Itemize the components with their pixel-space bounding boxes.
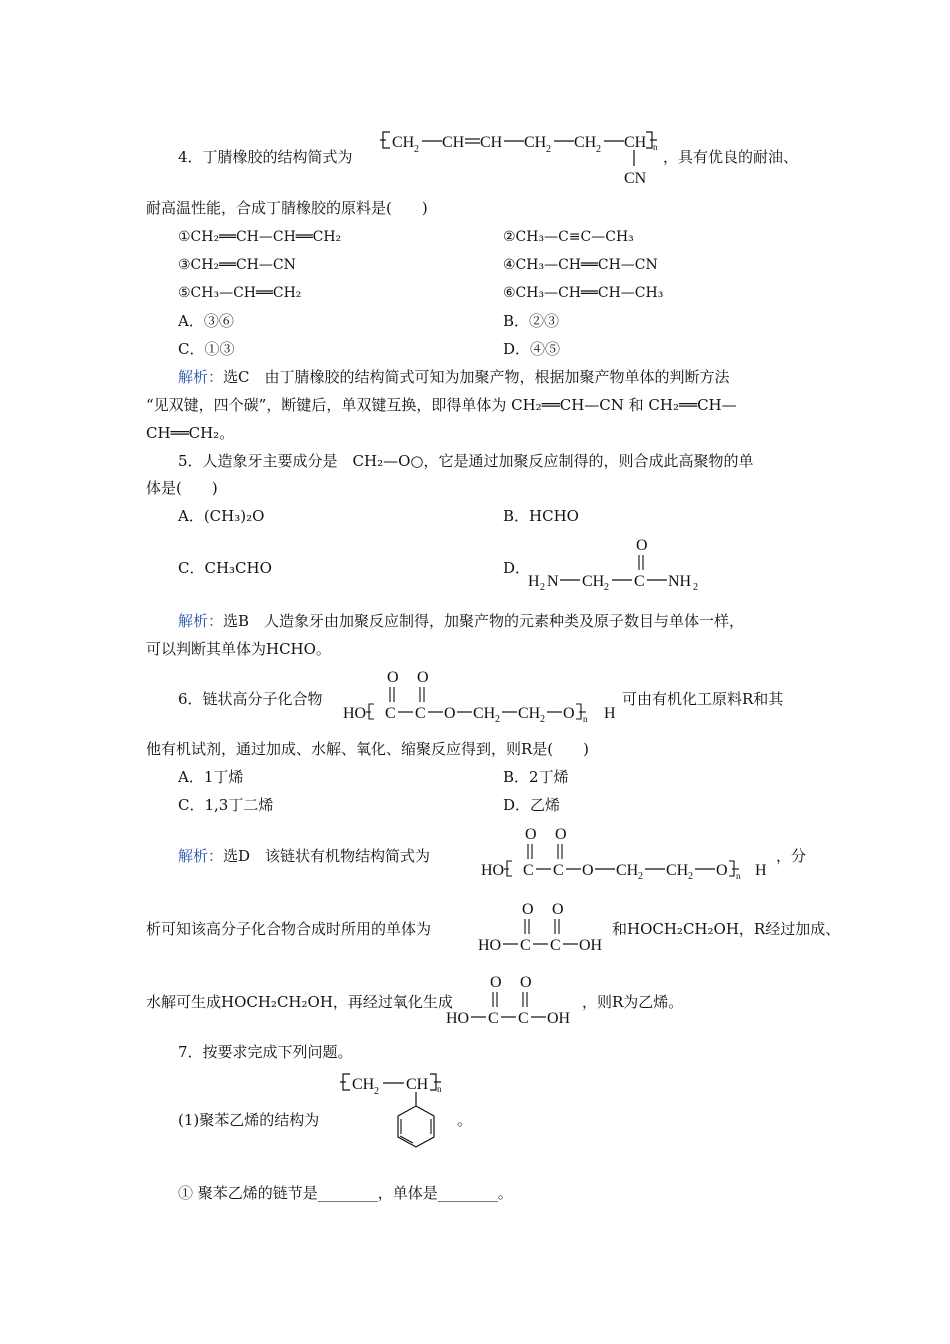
oxalic-acid-formula-1 (478, 898, 618, 954)
svg-text:2: 2 (495, 714, 500, 725)
svg-text:HO: HO (446, 1010, 470, 1027)
oxalic-acid-formula-2 (446, 971, 586, 1027)
q6-choice-c: C．1,3丁二烯 (178, 796, 274, 814)
svg-text:C: C (488, 1010, 499, 1027)
q6-analysis-text1: 选D 该链状有机物结构简式为 (223, 847, 431, 865)
svg-text:O: O (490, 974, 502, 991)
svg-text:C: C (550, 937, 561, 954)
q5-analysis-text1: 选B 人造象牙由加聚反应制得，加聚产物的元素种类及原子数目与单体一样， (223, 612, 745, 630)
svg-text:C: C (523, 862, 534, 879)
q6-choice-d: D．乙烯 (503, 796, 561, 814)
q6-analysis-line2: 析可知该高分子化合物合成时所用的单体为 (146, 920, 432, 938)
q4-line2: 耐高温性能，合成丁腈橡胶的原料是( ) (146, 199, 428, 217)
svg-text:O: O (582, 862, 594, 879)
q6-intro-tail: 可由有机化工原料R和其 (622, 690, 784, 708)
svg-text:C: C (415, 705, 426, 722)
q5-analysis-line2: 可以判断其单体为HCHO。 (146, 640, 331, 658)
q5-choice-d: D． (503, 559, 531, 577)
svg-text:CH: CH (392, 134, 415, 151)
polystyrene-formula (340, 1070, 460, 1170)
svg-text:n: n (583, 714, 588, 724)
svg-text:O: O (636, 537, 648, 554)
q6-analysis-line1 (178, 846, 430, 866)
svg-text:C: C (518, 1010, 529, 1027)
q7-sub1-tail: 。 (457, 1111, 473, 1129)
svg-text:CH: CH (406, 1076, 429, 1093)
svg-text:2: 2 (540, 582, 545, 593)
svg-text:H: H (755, 862, 767, 879)
q4-option-1: ①CH₂══CH—CH══CH₂ (178, 229, 342, 245)
q4-option-5: ⑤CH₃—CH══CH₂ (178, 285, 302, 301)
q4-choice-a: A．③⑥ (178, 312, 234, 330)
svg-text:2: 2 (596, 144, 601, 155)
svg-text:HO: HO (343, 705, 367, 722)
svg-text:CH: CH (666, 862, 689, 879)
svg-text:2: 2 (693, 582, 698, 593)
q6-choice-b: B．2丁烯 (503, 768, 569, 786)
svg-text:C: C (634, 573, 645, 590)
svg-text:O: O (716, 862, 728, 879)
svg-text:CH: CH (616, 862, 639, 879)
q5-choice-c: C．CH₃CHO (178, 559, 272, 577)
q5-analysis-line1 (178, 611, 744, 631)
svg-text:CH: CH (518, 705, 541, 722)
q4-analysis-text1: 选C 由丁腈橡胶的结构简式可知为加聚产物，根据加聚产物单体的判断方法 (223, 368, 730, 386)
q5-d-structure-formula (526, 534, 716, 592)
svg-text:CH: CH (582, 573, 605, 590)
svg-text:CH: CH (574, 134, 597, 151)
svg-text:2: 2 (414, 144, 419, 155)
q6-structure-formula (341, 666, 621, 725)
q6-choice-a: A．1丁烯 (178, 768, 244, 786)
q4-choice-c: C．①③ (178, 340, 235, 358)
q6-line2: 他有机试剂，通过加成、水解、氧化、缩聚反应得到，则R是( ) (146, 740, 590, 758)
q4-option-6: ⑥CH₃—CH══CH—CH₃ (503, 285, 664, 301)
q5-line1: 5．人造象牙主要成分是 CH₂—O○，它是通过加聚反应制得的，则合成此高聚物的单 (178, 452, 754, 470)
q4-analysis-line3: CH══CH₂。 (146, 424, 235, 442)
svg-text:2: 2 (546, 144, 551, 155)
analysis-label: 解析： (178, 612, 224, 630)
svg-text:O: O (522, 901, 534, 918)
svg-text:H: H (604, 705, 616, 722)
q4-intro-tail: ，具有优良的耐油、 (663, 148, 799, 166)
q5-choice-b: B．HCHO (503, 507, 579, 525)
svg-text:N: N (547, 573, 559, 590)
svg-text:2: 2 (688, 871, 693, 882)
q6-intro: 6．链状高分子化合物 (178, 690, 323, 708)
svg-text:CN: CN (624, 170, 647, 187)
svg-text:HO: HO (481, 862, 505, 879)
svg-text:O: O (555, 826, 567, 843)
svg-text:n: n (437, 1084, 442, 1094)
svg-text:C: C (520, 937, 531, 954)
svg-text:2: 2 (540, 714, 545, 725)
q4-option-3: ③CH₂══CH—CN (178, 257, 296, 273)
svg-text:O: O (387, 669, 399, 686)
analysis-label: 解析： (178, 368, 224, 386)
q4-intro: 4．丁腈橡胶的结构简式为 (178, 148, 353, 166)
q4-analysis-line1 (178, 367, 730, 387)
q4-analysis-line2: “见双键，四个碳”，断键后，单双键互换，即得单体为 CH₂══CH—CN 和 CH₂══CH— (146, 396, 737, 414)
q4-option-2: ②CH₃—C≡C—CH₃ (503, 229, 634, 245)
q4-structure-formula (380, 128, 660, 190)
svg-text:2: 2 (638, 871, 643, 882)
analysis-label: 解析： (178, 847, 224, 865)
q7-sub1: (1)聚苯乙烯的结构为 (178, 1111, 320, 1129)
svg-text:C: C (553, 862, 564, 879)
svg-text:OH: OH (579, 937, 603, 954)
q5-line2: 体是( ) (146, 479, 218, 497)
svg-text:NH: NH (668, 573, 692, 590)
svg-text:O: O (525, 826, 537, 843)
svg-text:O: O (552, 901, 564, 918)
q6-analysis-line2-tail: 和HOCH₂CH₂OH，R经过加成、 (612, 920, 841, 938)
svg-text:CH: CH (480, 134, 503, 151)
q4-option-4: ④CH₃—CH══CH—CN (503, 257, 658, 273)
svg-text:C: C (385, 705, 396, 722)
q4-choice-d: D．④⑤ (503, 340, 561, 358)
svg-text:O: O (520, 974, 532, 991)
svg-text:n: n (653, 142, 658, 152)
svg-text:O: O (444, 705, 456, 722)
svg-text:n: n (736, 871, 741, 881)
svg-text:OH: OH (547, 1010, 571, 1027)
svg-text:CH: CH (442, 134, 465, 151)
q4-choice-b: B．②③ (503, 312, 560, 330)
q5-choice-a: A．(CH₃)₂O (178, 507, 265, 525)
svg-text:CH: CH (524, 134, 547, 151)
q7-title: 7．按要求完成下列问题。 (178, 1043, 353, 1061)
svg-text:HO: HO (478, 937, 502, 954)
svg-text:CH: CH (473, 705, 496, 722)
svg-text:2: 2 (604, 582, 609, 593)
q6-analysis-line1-tail: ，分 (776, 847, 807, 865)
svg-text:2: 2 (374, 1086, 379, 1097)
q6-analysis-line3-tail: ，则R为乙烯。 (582, 993, 684, 1011)
svg-text:O: O (417, 669, 429, 686)
svg-text:H: H (528, 573, 540, 590)
svg-text:CH: CH (352, 1076, 375, 1093)
q6-analysis-line3: 水解可生成HOCH₂CH₂OH，再经过氧化生成 (146, 993, 453, 1011)
q6-analysis-structure-formula (479, 823, 779, 882)
q7-blank-line: ① 聚苯乙烯的链节是________，单体是________。 (178, 1184, 513, 1202)
svg-text:O: O (563, 705, 575, 722)
svg-text:CH: CH (624, 134, 647, 151)
